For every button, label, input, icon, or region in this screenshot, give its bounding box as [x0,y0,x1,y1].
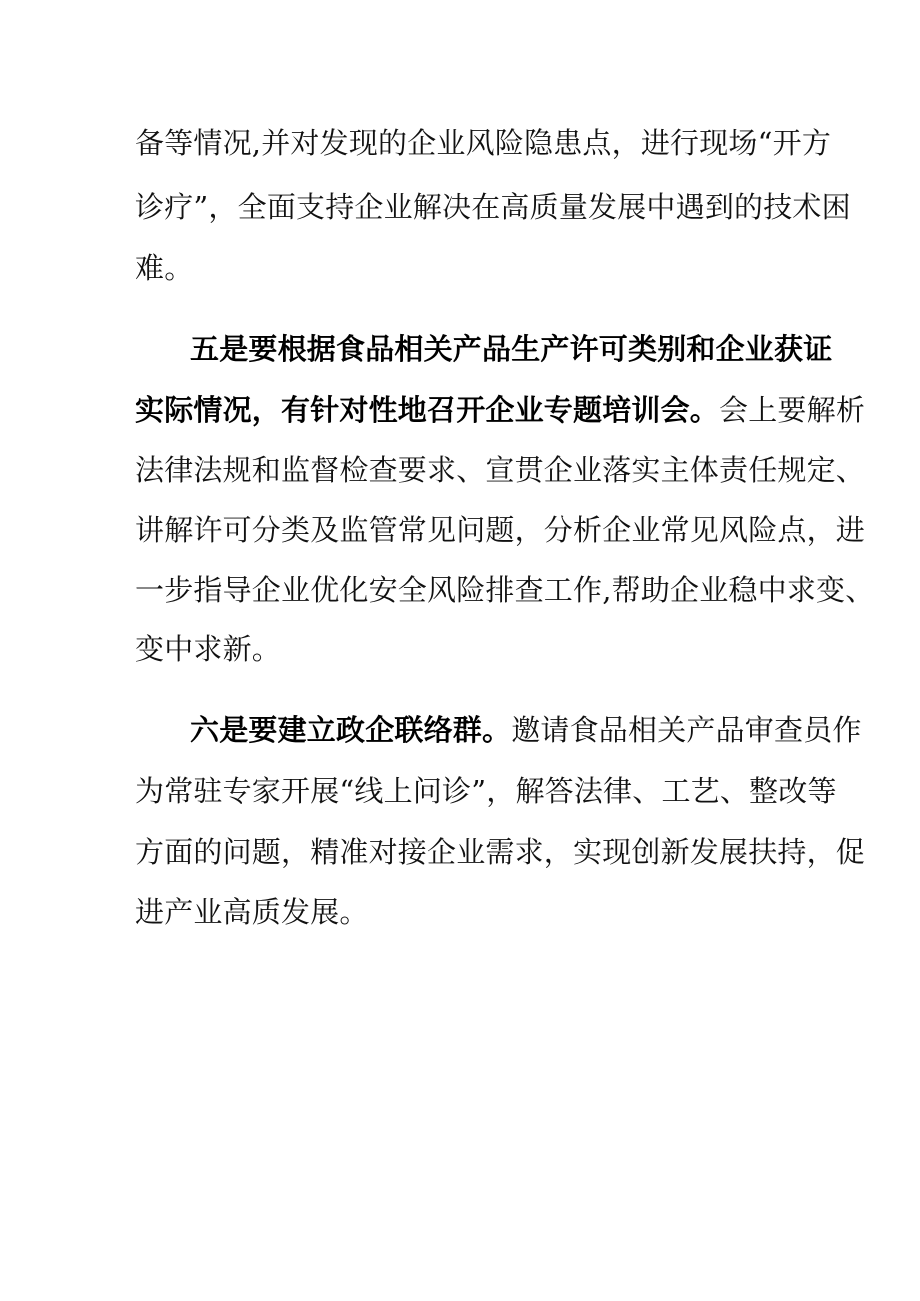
paragraph-2-line-1 [0,319,920,379]
paragraph-3-line-1 [0,700,920,760]
paragraph-3-line-1-rest: 邀请食品相关产品审查员作 [511,713,862,747]
paragraph-2-bold-heading-2: 实际情况，有针对性地召开企业专题培训会。 [135,393,720,427]
paragraph-2-line-6 [0,619,920,679]
paragraph-3-bold-lead: 六是要建立政企联络群。 [190,713,512,747]
paragraph-1-line-1 [0,113,920,173]
paragraph-2-line-6-text: 变中求新。 [135,632,282,666]
paragraph-2-line-3-text: 法律法规和监督检查要求、宣贯企业落实主体责任规定、 [135,453,866,487]
paragraph-2-line-2 [0,380,920,440]
paragraph-1-line-3 [0,238,920,298]
paragraph-1-line-1-text: 备等情况,并对发现的企业风险隐患点，进行现场“开方 [135,126,832,160]
paragraph-2-line-5-text: 一步指导企业优化安全风险排查工作,帮助企业稳中求变、 [135,573,875,607]
paragraph-3-line-2 [0,761,920,821]
paragraph-2-line-3 [0,440,920,500]
paragraph-2-bold-heading-1: 五是要根据食品相关产品生产许可类别和企业获证 [190,332,833,366]
paragraph-2-line-5 [0,560,920,620]
paragraph-3-line-2-text: 为常驻专家开展“线上问诊”，解答法律、工艺、整改等 [135,774,837,808]
paragraph-3-line-3-text: 方面的问题，精准对接企业需求，实现创新发展扶持，促 [135,835,866,869]
paragraph-1-line-3-text: 难。 [135,251,194,285]
paragraph-2-line-4 [0,500,920,560]
paragraph-3-line-4 [0,882,920,942]
paragraph-2-line-4-text: 讲解许可分类及监管常见问题，分析企业常见风险点，进 [135,513,866,547]
paragraph-3-line-3 [0,822,920,882]
paragraph-1-line-2-text: 诊疗”，全面支持企业解决在高质量发展中遇到的技术困 [135,190,851,224]
paragraph-3-line-4-text: 进产业高质发展。 [135,895,369,929]
paragraph-2-line-2-rest: 会上要解析 [719,393,866,427]
paragraph-1-line-2 [0,177,920,237]
